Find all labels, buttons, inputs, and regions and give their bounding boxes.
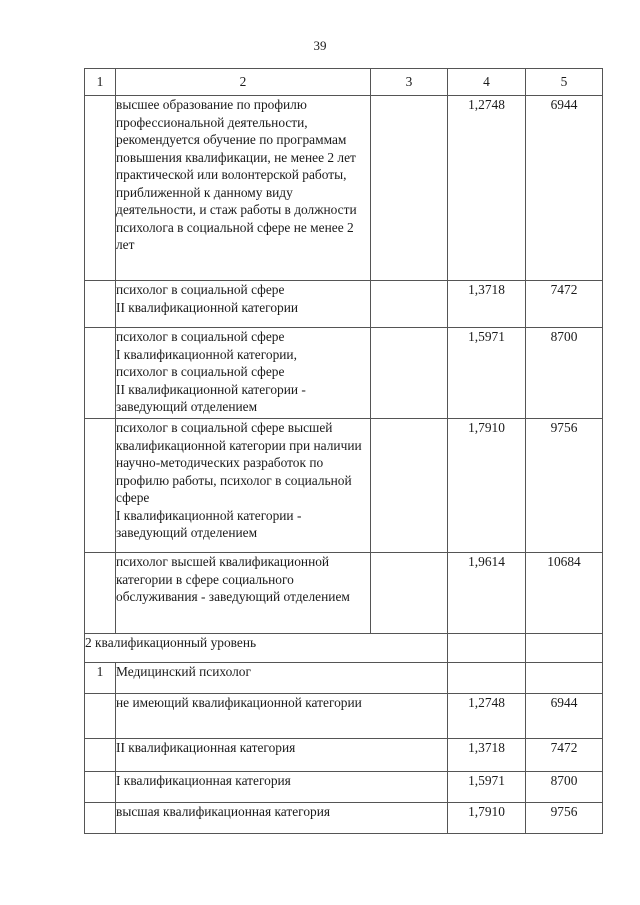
empty-cell bbox=[448, 634, 526, 663]
salary-cell: 8700 bbox=[526, 328, 603, 419]
salary-cell: 7472 bbox=[526, 739, 603, 772]
row-index-cell bbox=[85, 553, 116, 634]
salary-cell: 7472 bbox=[526, 281, 603, 328]
empty-cell bbox=[526, 663, 603, 694]
empty-cell bbox=[371, 419, 448, 553]
table-row bbox=[85, 694, 603, 739]
position-cell: высшее образование по профилю профессиональной деятельности, рекомендуется обучение по программам повышения квалификации, не менее 2 лет практической или волонтерской работы, приближенной к данному виду деятельности, и стаж работы в должности психолога в социальной сфере не менее 2 лет bbox=[116, 96, 371, 281]
row-index-cell bbox=[85, 694, 116, 739]
position-cell: психолог высшей квалификационной категории в сфере социального обслуживания - заведующий отделением bbox=[116, 553, 371, 634]
table-header-row bbox=[85, 69, 603, 96]
coefficient-cell: 1,2748 bbox=[448, 694, 526, 739]
category-cell: высшая квалификационная категория bbox=[116, 803, 448, 834]
table-row bbox=[85, 772, 603, 803]
coefficient-cell: 1,5971 bbox=[448, 328, 526, 419]
salary-cell: 9756 bbox=[526, 419, 603, 553]
qualification-level-label: 2 квалификационный уровень bbox=[85, 634, 448, 663]
table-row bbox=[85, 96, 603, 281]
empty-cell bbox=[371, 328, 448, 419]
row-index-cell bbox=[85, 96, 116, 281]
row-index-cell bbox=[85, 419, 116, 553]
table-row bbox=[85, 419, 603, 553]
empty-cell bbox=[526, 634, 603, 663]
coefficient-cell: 1,5971 bbox=[448, 772, 526, 803]
row-index-cell bbox=[85, 772, 116, 803]
row-index-cell bbox=[85, 281, 116, 328]
empty-cell bbox=[448, 663, 526, 694]
row-index-cell bbox=[85, 328, 116, 419]
row-index-cell bbox=[85, 803, 116, 834]
coefficient-cell: 1,2748 bbox=[448, 96, 526, 281]
empty-cell bbox=[371, 96, 448, 281]
row-index-cell bbox=[85, 739, 116, 772]
coefficient-cell: 1,7910 bbox=[448, 803, 526, 834]
category-cell: I квалификационная категория bbox=[116, 772, 448, 803]
coefficient-cell: 1,7910 bbox=[448, 419, 526, 553]
header-col-4: 4 bbox=[448, 69, 526, 96]
table-row bbox=[85, 281, 603, 328]
salary-cell: 8700 bbox=[526, 772, 603, 803]
salary-cell: 6944 bbox=[526, 96, 603, 281]
position-cell: психолог в социальной сфере I квалификационной категории, психолог в социальной сфере II квалификационной категории - заведующий отделением bbox=[116, 328, 371, 419]
page-number: 39 bbox=[313, 38, 327, 53]
section-row bbox=[85, 663, 603, 694]
table-row bbox=[85, 328, 603, 419]
section-index: 1 bbox=[85, 663, 116, 694]
empty-cell bbox=[371, 281, 448, 328]
table-row bbox=[85, 553, 603, 634]
table-row bbox=[85, 803, 603, 834]
table-row bbox=[85, 739, 603, 772]
coefficient-cell: 1,3718 bbox=[448, 281, 526, 328]
category-cell: II квалификационная категория bbox=[116, 739, 448, 772]
position-cell: психолог в социальной сфере II квалификационной категории bbox=[116, 281, 371, 328]
header-col-5: 5 bbox=[526, 69, 603, 96]
position-cell: психолог в социальной сфере высшей квалификационной категории при наличии научно-методических разработок по профилю работы, психолог в социальной сфере I квалификационной категории - заведующий отделением bbox=[116, 419, 371, 553]
category-cell: не имеющий квалификационной категории bbox=[116, 694, 448, 739]
coefficient-cell: 1,3718 bbox=[448, 739, 526, 772]
section-title: Медицинский психолог bbox=[116, 663, 448, 694]
salary-table bbox=[84, 68, 603, 834]
coefficient-cell: 1,9614 bbox=[448, 553, 526, 634]
header-col-2: 2 bbox=[116, 69, 371, 96]
empty-cell bbox=[371, 553, 448, 634]
qualification-level-row bbox=[85, 634, 603, 663]
header-col-1: 1 bbox=[85, 69, 116, 96]
salary-cell: 10684 bbox=[526, 553, 603, 634]
salary-cell: 6944 bbox=[526, 694, 603, 739]
salary-cell: 9756 bbox=[526, 803, 603, 834]
header-col-3: 3 bbox=[371, 69, 448, 96]
